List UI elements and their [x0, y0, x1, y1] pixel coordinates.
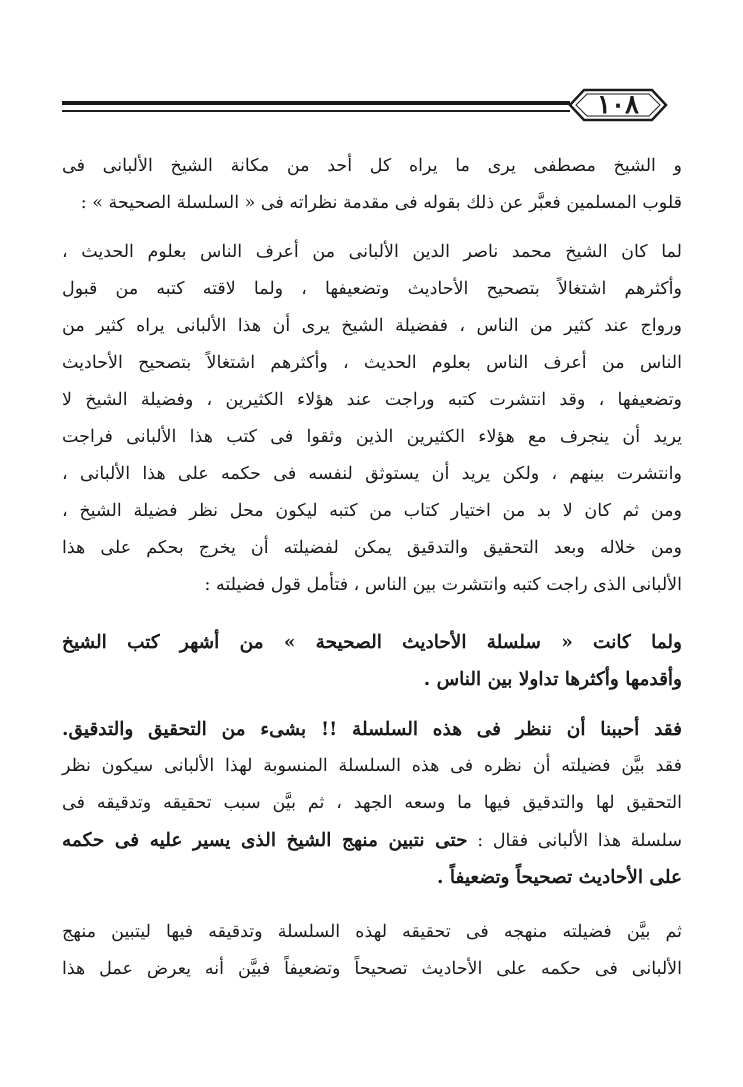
text-line: قلوب المسلمين فعبَّر عن ذلك بقوله فى مقدمة نظراته فى « السلسلة الصحيحة » : [80, 193, 682, 213]
header-rule-thick [62, 101, 570, 105]
text-line: لما كان الشيخ محمد ناصر الدين الألبانى من أعرف الناس بعلوم الحديث ، [62, 242, 682, 262]
paragraph-bold-2 [62, 711, 682, 748]
text-plain: سلسلة هذا الألبانى فقال : [467, 831, 682, 851]
text-bold: حتى نتبين منهج الشيخ الذى يسير عليه فى حكمه [62, 830, 468, 851]
page-number: ١٠٨ [597, 90, 639, 120]
text-line: التحقيق لها والتدقيق فيها ما وسعه الجهد ، ثم بيَّن سبب تحقيقه وتدقيقه فى [62, 793, 682, 813]
paragraph-method [62, 914, 682, 988]
paragraph-intro [62, 148, 682, 222]
page-number-badge [566, 84, 670, 126]
text-line: فقد بيَّن فضيلته أن نظره فى هذه السلسلة المنسوبة لهذا الألبانى سيكون نظر [62, 756, 682, 776]
text-line: وأكثرهم اشتغالاً بتصحيح الأحاديث وتضعيفها ، ولما لاقته كتبه من قبول [62, 279, 682, 299]
text-line: الألبانى الذى راجت كتبه وانتشرت بين الناس ، فتأمل قول فضيلته : [204, 575, 682, 595]
text-line-mixed [62, 822, 682, 859]
text-line: ورواج عند كثير من الناس ، ففضيلة الشيخ يرى أن هذا الألبانى يراه كثير من [62, 316, 682, 336]
text-line: وتضعيفها ، وقد انتشرت كتبه وراجت عند هؤلاء الكثيرين ، وفضيلة الشيخ لا [62, 390, 682, 410]
paragraph-quote [62, 234, 682, 604]
text-line: وأقدمها وأكثرها تداولا بين الناس . [423, 669, 682, 690]
paragraph-explanation [62, 748, 682, 896]
header-rule-thin [62, 110, 570, 112]
text-line: ولما كانت « سلسلة الأحاديث الصحيحة » من أشهر كتب الشيخ [62, 632, 682, 653]
text-line: ثم بيَّن فضيلته منهجه فى تحقيقه لهذه السلسلة وتدقيقه فيها ليتبين منهج [62, 922, 682, 942]
text-line: على الأحاديث تصحيحاً وتضعيفاً . [436, 867, 682, 888]
text-line: وانتشرت بينهم ، ولكن يريد أن يستوثق لنفسه فى حكمه على هذا الألبانى ، [62, 464, 682, 484]
text-line: و الشيخ مصطفى يرى ما يراه كل أحد من مكانة الشيخ الألبانى فى [62, 156, 682, 176]
text-line: فقد أحببنا أن ننظر فى هذه السلسلة !! بشىء من التحقيق والتدقيق. [62, 719, 682, 740]
text-line: الناس من أعرف الناس بعلوم الحديث ، وأكثرهم اشتغالاً بتصحيح الأحاديث [62, 353, 682, 373]
text-line: يريد أن ينجرف مع هؤلاء الكثيرين الذين وثقوا فى كتب هذا الألبانى فراجت [62, 427, 682, 447]
text-line: ومن خلاله وبعد التحقيق والتدقيق يمكن لفضيلته أن يخرج بحكم على هذا [62, 538, 682, 558]
paragraph-bold-1 [62, 624, 682, 698]
text-line: ومن ثم كان لا بد من اختيار كتاب من كتبه ليكون محل نظر فضيلة الشيخ ، [62, 501, 682, 521]
text-line: الألبانى فى حكمه على الأحاديث تصحيحاً وتضعيفاً فبيَّن أنه يعرض عمل هذا [62, 959, 682, 979]
